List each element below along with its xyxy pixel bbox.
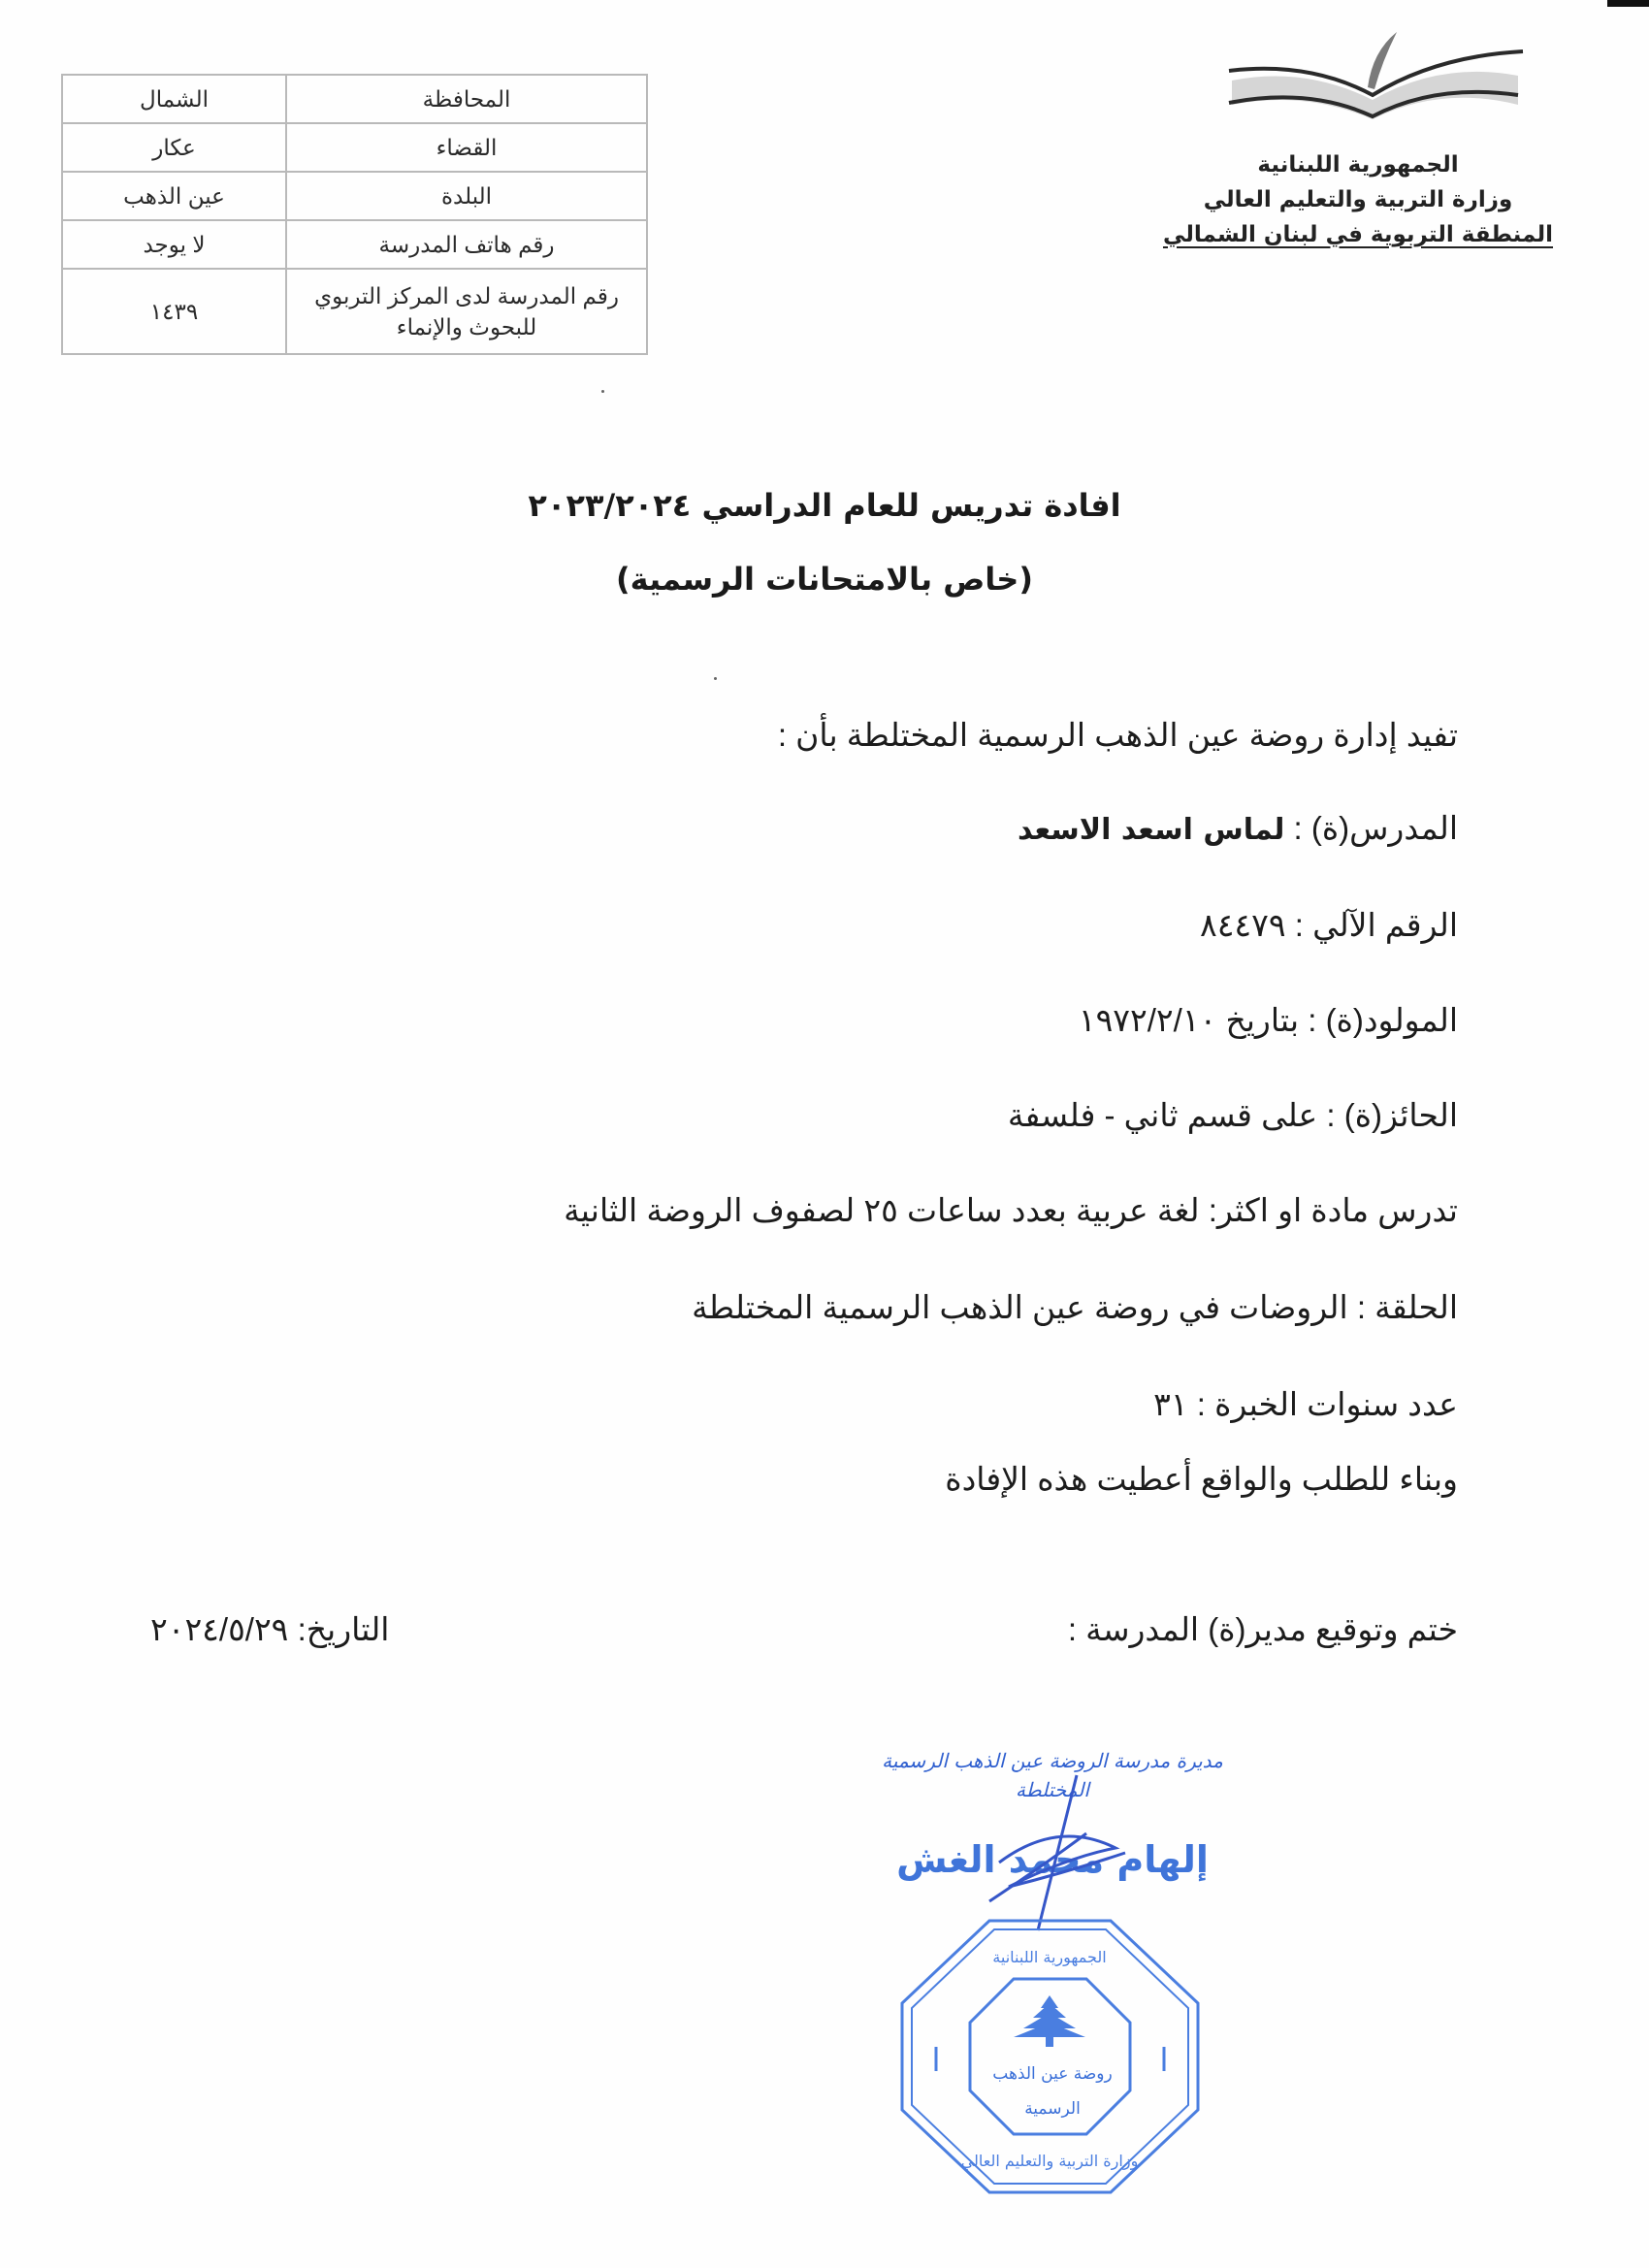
handwritten-signature-icon: [970, 1766, 1145, 1940]
stamp-school-type: الرسمية: [1024, 2099, 1081, 2119]
table-cell-label: المحافظة: [286, 75, 647, 123]
principal-name: إلهام محمد الغش: [896, 1838, 1209, 1881]
table-cell-value: لا يوجد: [62, 220, 286, 269]
table-cell-label: رقم المدرسة لدى المركز التربوي للبحوث والإنماء: [286, 269, 647, 354]
scan-edge-mark: [1607, 0, 1649, 7]
experience-line: عدد سنوات الخبرة : ٣١: [1153, 1386, 1458, 1422]
scan-speck: [601, 390, 604, 393]
table-cell-label: القضاء: [286, 123, 647, 172]
table-cell-label: رقم هاتف المدرسة: [286, 220, 647, 269]
scan-speck: [714, 677, 717, 680]
teacher-label: المدرس(ة) :: [1284, 810, 1458, 846]
table-row: [62, 172, 647, 220]
teacher-line: [1018, 809, 1458, 847]
intro-line: تفيد إدارة روضة عين الذهب الرسمية المختلطة بأن :: [777, 717, 1458, 753]
birth-date-line: المولود(ة) : بتاريخ ١٩٧٢/٢/١٠: [1078, 1002, 1458, 1038]
table-cell-label: البلدة: [286, 172, 647, 220]
header-ministry: وزارة التربية والتعليم العالي: [1203, 187, 1513, 212]
table-cell-value: عين الذهب: [62, 172, 286, 220]
signature-label: ختم وتوقيع مدير(ة) المدرسة :: [1067, 1611, 1458, 1647]
document-subtitle: (خاص بالامتحانات الرسمية): [616, 561, 1033, 598]
table-cell-value: عكار: [62, 123, 286, 172]
principal-title: مديرة مدرسة الروضة عين الذهب الرسمية المختلطة: [882, 1749, 1223, 1801]
auto-number-line: الرقم الآلي : ٨٤٤٧٩: [1199, 907, 1458, 943]
document-date: التاريخ: ٢٠٢٤/٥/٢٩: [150, 1611, 390, 1647]
closing-line: وبناء للطلب والواقع أعطيت هذه الإفادة: [945, 1461, 1458, 1497]
subject-line: تدرس مادة او اكثر: لغة عربية بعدد ساعات ٢٥ لصفوف الروضة الثانية: [564, 1192, 1458, 1228]
header-republic: الجمهورية اللبنانية: [1257, 152, 1459, 178]
cycle-line: الحلقة : الروضات في روضة عين الذهب الرسمية المختلطة: [692, 1289, 1458, 1325]
table-row: [62, 123, 647, 172]
school-info-table: [61, 74, 648, 355]
table-row: [62, 75, 647, 123]
document-title: افادة تدريس للعام الدراسي ٢٠٢٣/٢٠٢٤: [528, 487, 1121, 524]
ministry-header: [1135, 147, 1581, 252]
teacher-name: لماس اسعد الاسعد: [1018, 813, 1285, 847]
stamp-outer-top-text: الجمهورية اللبنانية: [992, 1948, 1107, 1966]
table-row: [62, 220, 647, 269]
table-row: [62, 269, 647, 354]
stamp-outer-bottom-text: وزارة التربية والتعليم العالي: [960, 2152, 1139, 2170]
stamp-inner-text: [980, 2057, 1125, 2126]
table-cell-value: الشمال: [62, 75, 286, 123]
cedar-icon: [1014, 1995, 1085, 2047]
header-region: المنطقة التربوية في لبنان الشمالي: [1162, 222, 1554, 247]
degree-line: الحائز(ة) : على قسم ثاني - فلسفة: [1007, 1097, 1458, 1133]
table-cell-value: ١٤٣٩: [62, 269, 286, 354]
ministry-book-logo-icon: [1227, 27, 1528, 124]
stamp-school-name: روضة عين الذهب: [992, 2064, 1113, 2084]
